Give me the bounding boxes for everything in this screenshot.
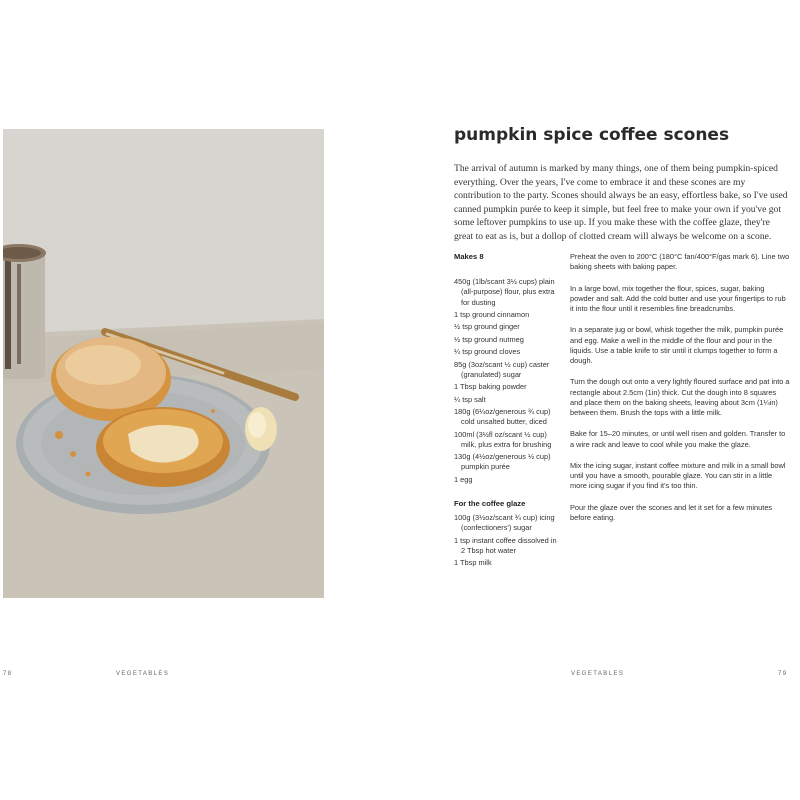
section-label-left: VEGETABLES [116,671,170,677]
ingredient-item: ½ tsp ground nutmeg [454,334,524,344]
glaze-ingredient-item: 1 Tbsp milk [454,558,492,568]
method-step: Pour the glaze over the scones and let it set for a few minutes before eating. [570,502,773,522]
glaze-ingredient-item: 1 tsp instant coffee dissolved in 2 Tbsp hot water [454,535,557,555]
page-number-left: 78 [3,671,13,677]
glaze-ingredient-item: 100g (3½oz/scant ¾ cup) icing (confectioners') sugar [454,513,555,533]
method-column [570,252,790,534]
section-label-right: VEGETABLES [571,671,625,677]
clotted-cream [245,407,277,451]
ingredient-item: 450g (1lb/scant 3½ cups) plain (all-purpose) flour, plus extra for dusting [454,277,555,307]
method-step: Bake for 15–20 minutes, or until well risen and golden. Transfer to a wire rack and leave to cool while you make the glaze. [570,429,786,449]
recipe-intro: The arrival of autumn is marked by many things, one of them being pumpkin-spiced everything. Over the years, I've come to embrace it and these scones are my contribution to the party. Scones should always be an easy, effortless bake, so I've used canned pumpkin purée to keep it simple, but feel free to make your own if you've got some leftover pumpkins to use up. If you make these with the coffee glaze, they're great to eat as is, but a dollop of clotted cream will always be welcome on a scone. [454,163,788,242]
ingredient-item: 130g (4½oz/generous ½ cup) pumpkin purée [454,452,551,472]
buttered-scone [96,407,230,487]
ingredient-item: ¼ tsp ground cloves [454,347,521,357]
method-step: Turn the dough out onto a very lightly floured surface and pat into a rectangle about 2.5cm (1in) thick. Cut the dough into 8 squares and place them on the baking sheets, leaving about 3cm (1¼in) between them. Brush the tops with a little milk. [570,377,790,417]
method-step: Mix the icing sugar, instant coffee mixture and milk in a small bowl until you have a smooth, pourable glaze. You can stir in a little more icing sugar if you find it's too thin. [570,460,786,491]
yield-heading: Makes 8 [454,252,484,261]
ingredient-item: ¼ tsp salt [454,394,486,404]
method-step: In a separate jug or bowl, whisk together the milk, pumpkin purée and egg. Make a well in the middle of the flour and pour in the liquids. Use a table knife to stir until it clumps together to form a dough. [570,325,784,365]
recipe-photo [3,129,324,598]
method-step: In a large bowl, mix together the flour, spices, sugar, baking powder and salt. Add the cold butter and use your fingertips to rub it into the flour until it resembles fine breadcrumbs. [570,283,786,313]
ingredient-item: 1 egg [454,474,473,484]
ingredient-item: 1 Tbsp baking powder [454,382,527,392]
ingredient-list [454,277,562,485]
ingredient-item: 1 tsp ground cinnamon [454,310,530,319]
glaze-heading: For the coffee glaze [454,498,526,508]
coffee-cup [3,244,46,379]
ingredient-item: ½ tsp ground ginger [454,322,520,332]
recipe-title: pumpkin spice coffee scones [454,125,730,145]
ingredients-column [454,252,562,571]
ingredient-item: 180g (6¼oz/generous ¾ cup) cold unsalted butter, diced [454,406,551,427]
ingredient-item: 85g (3oz/scant ½ cup) caster (granulated) sugar [454,359,550,379]
ingredient-item: 100ml (3½fl oz/scant ½ cup) milk, plus extra for brushing [454,429,552,449]
photo-illustration [3,129,324,598]
method-step: Preheat the oven to 200°C (180°C fan/400°F/gas mark 6). Line two baking sheets with baking paper. [570,252,790,272]
glaze-ingredient-list [454,513,562,568]
page-number-right: 79 [778,671,788,677]
